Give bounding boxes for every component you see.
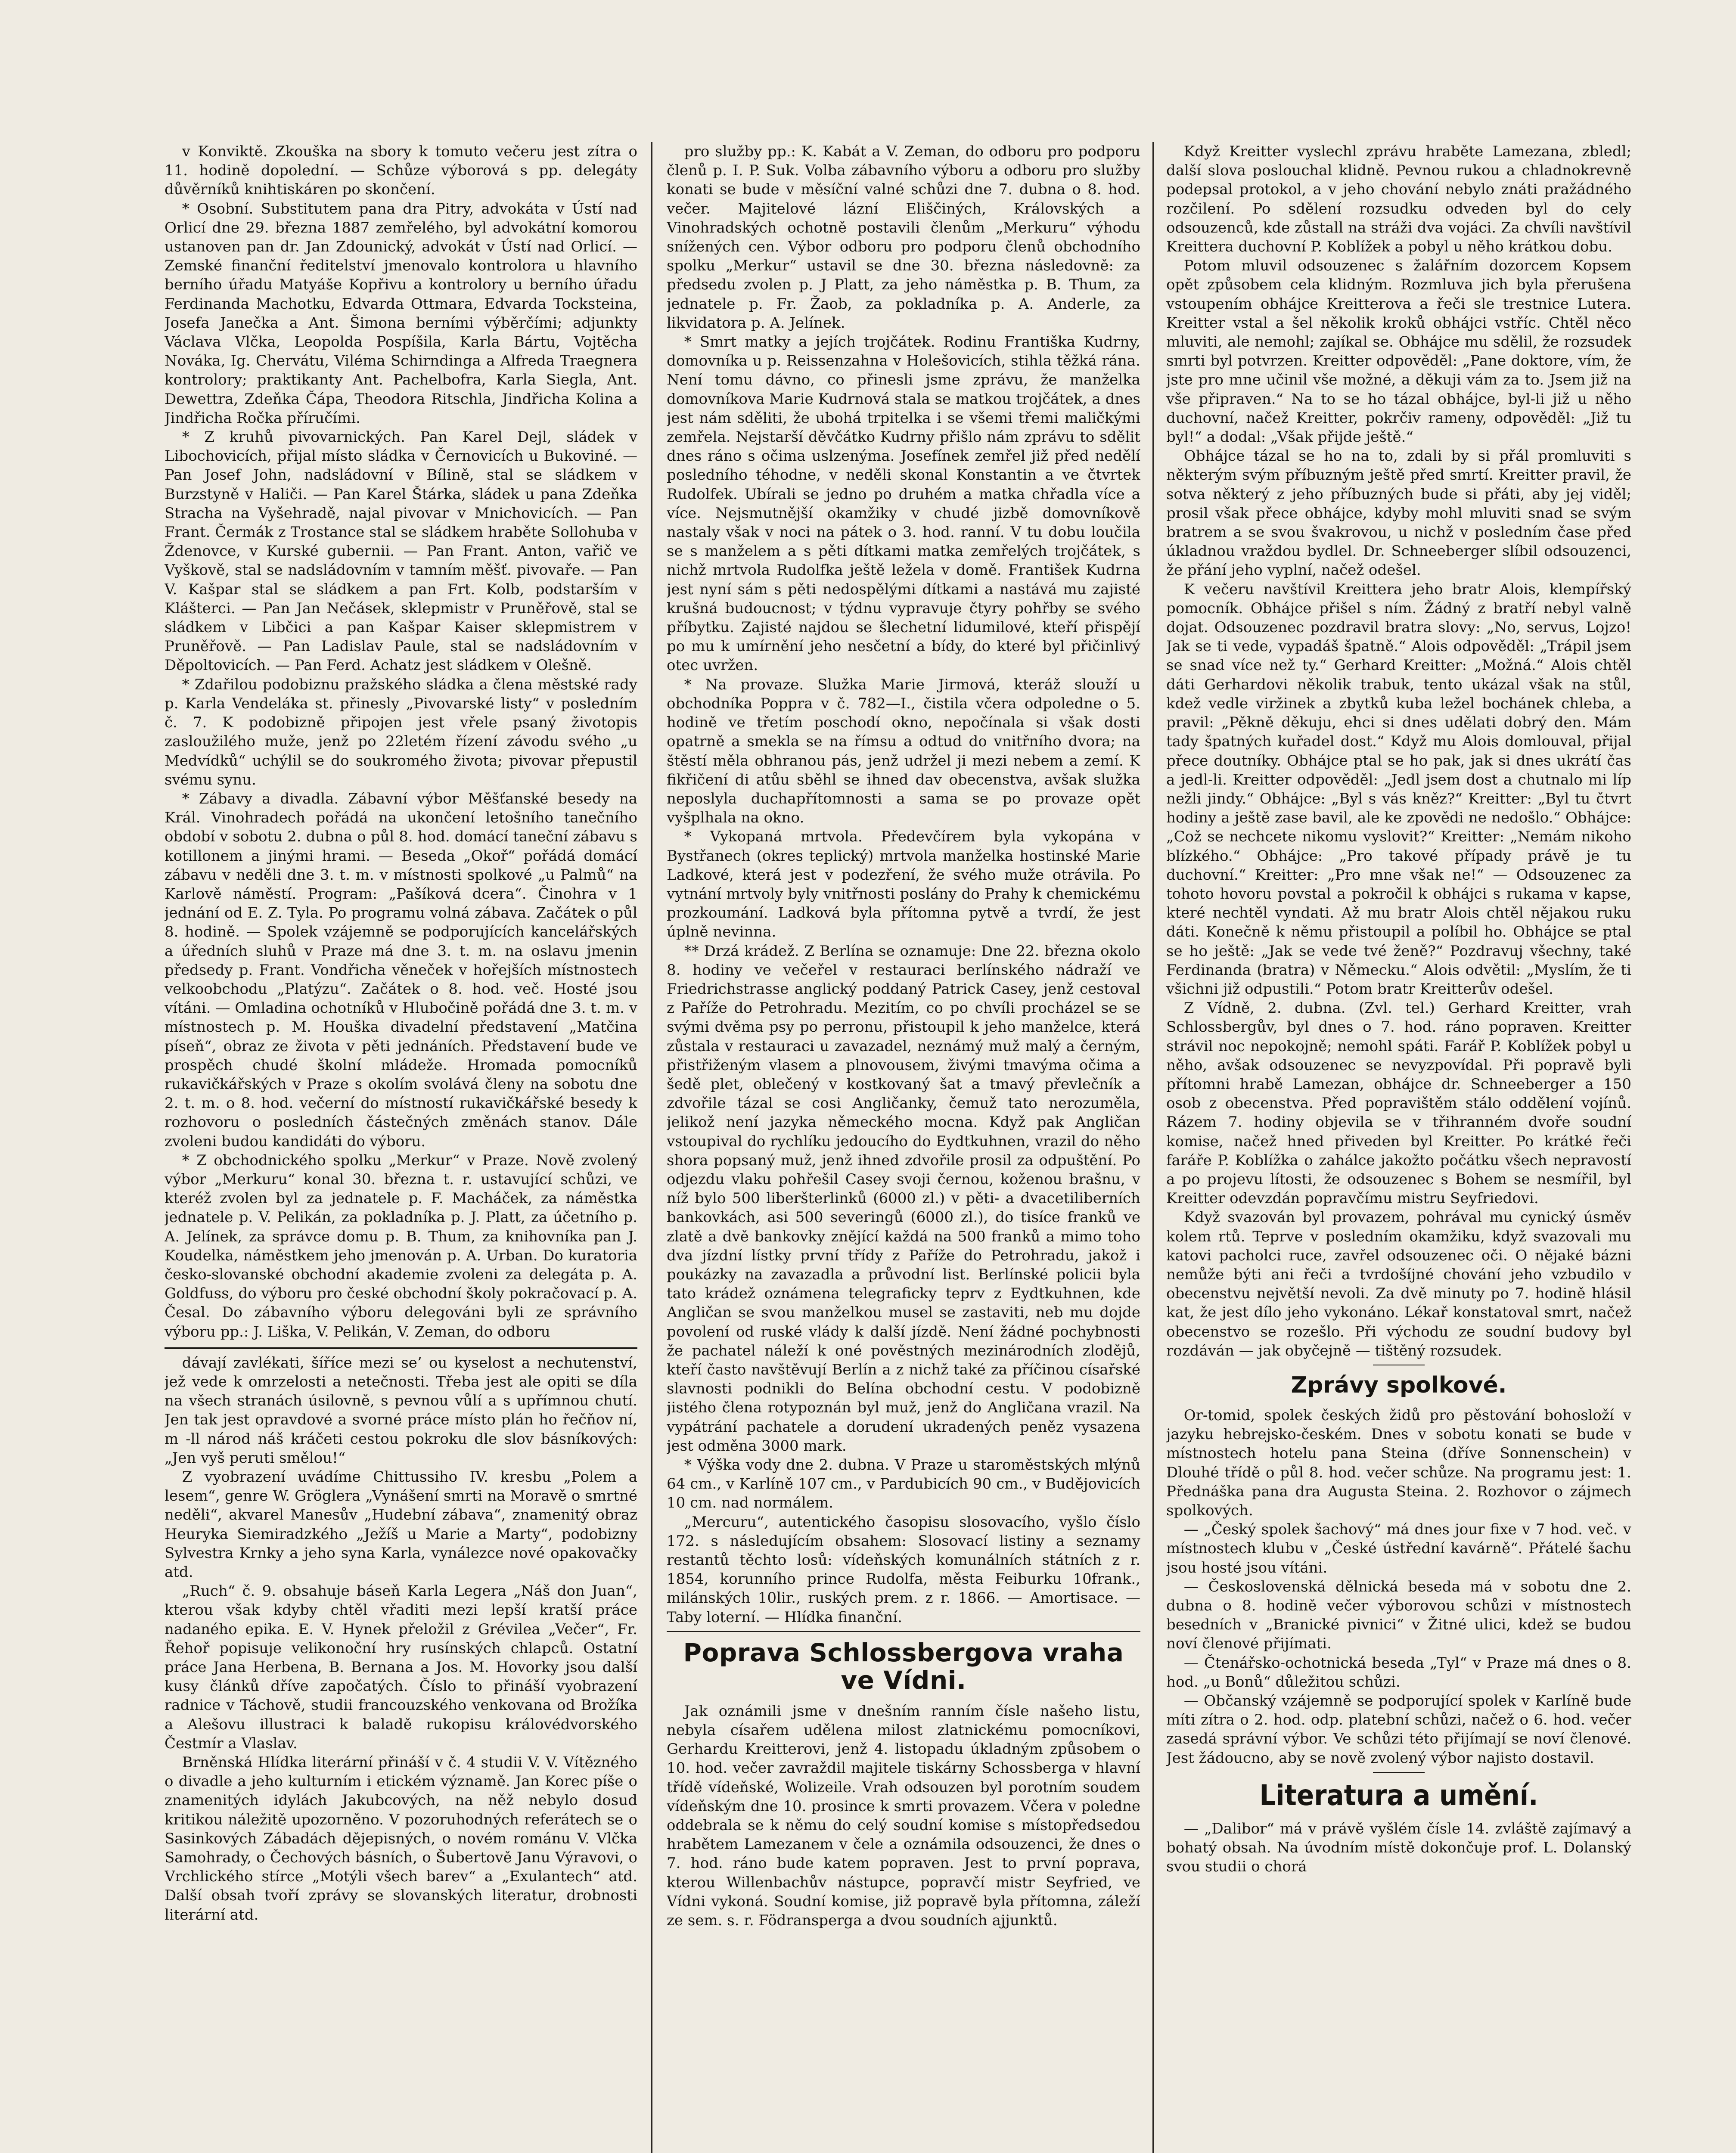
literary-paragraph: Brněnská Hlídka literární přináší v č. 4 studii V. V. Vítězného o divadle a jeho kulturním i etickém významě. Jan Korec píše o znamenitých idylách Jakubcových, na něž nebylo dosud kritikou náležitě upozorněno. V pozoruhodných referátech se o Sasinkových Zábadách dějepisných, o novém románu V. Vlčka Samohrady, o Čechových básních, o Šubertově Janu Výravovi, o Vrchlického stírce „Motýli všech barev“ a „Exulantech“ atd. Další obsah tvoří zprávy se slovanských literatur, drobnosti literární atd. bbox=[165, 1754, 637, 1923]
literary-paragraph: Z vyobrazení uvádíme Chittussiho IV. kresbu „Polem a lesem“, genre W. Gröglera „Vynášení smrti na Moravě o smrtné neděli“, akvarel Manesův „Hudební zábava“, znamenitý obraz Heuryka Siemiradzkého „Ježíš u Marie a Marty“, podobizny Sylvestra Krnky a jeho syna Karla, vynálezce nové opakovačky atd. bbox=[165, 1468, 637, 1581]
column-separator bbox=[651, 142, 652, 2153]
literature-heading: Literatura a umění. bbox=[1259, 1778, 1538, 1812]
news-paragraph: v Konviktě. Zkouška na sbory k tomuto večeru jest zítra o 11. hodině dopolední. — Schůze výborová s pp. delegáty důvěrníků knihtiskáren po skončení. bbox=[165, 143, 637, 199]
literature-block bbox=[1166, 1819, 1631, 1877]
club-news-paragraph: — Čtenářsko-ochotnická beseda „Tyl“ v Praze má dnes o 8. hod. „u Bonů“ důležitou schůzi. bbox=[1166, 1654, 1631, 1691]
column-1-top bbox=[165, 142, 637, 1341]
execution-paragraph: Obhájce tázal se ho na to, zdali by si přál promluviti s některým svým příbuzným ještě před smrtí. Kreitter pravil, že sotva některý z jeho příbuzných bude si přáti, aby jej viděl; prosil však přece obhájce, kdyby mohl mluviti snad se svým bratrem a se svou švakrovou, u nichž v posledním čase před úkladnou vraždou bydlel. Dr. Schneeberger slíbil odsouzenci, že přání jeho vyplní, načež odešel. bbox=[1166, 447, 1631, 579]
literary-paragraph: „Ruch“ č. 9. obsahuje báseň Karla Legera „Náš don Juan“, kterou však kdyby chtěl vřaditi mezi lepší kratší práce nadaného epika. E. V. Hynek přeložil z Grévilea „Večer“, Fr. Řehoř popisuje velikonoční hry rusínských chlapců. Ostatní práce Jana Herbena, B. Bernana a Jos. M. Hovorky jsou další kusy článků dříve započatých. Číslo to přináší vyobrazení radnice v Táchově, studii francouzského venkovana od Brožíka a Alešovu illustraci k baladě rukopisu královédvorského Čestmír a Vlaslav. bbox=[165, 1582, 637, 1752]
column-3 bbox=[1166, 142, 1631, 2153]
news-paragraph: pro služby pp.: K. Kabát a V. Zeman, do odboru pro podporu členů p. I. P. Suk. Volba zábavního výboru a odboru pro služby konati se bude v měsíční valné schůzi dne 7. dubna o 8. hod. večer. Majitelové lázní Eliščiných, Královských a Vinohradských ochotně postavili členům „Merkuru“ výhodu snížených cen. Výbor odboru pro podporu členů obchodního spolku „Merkur“ ustavil se dne 30. března následovně: za předsedu zvolen p. J Platt, za jeho náměstka p. B. Thum, za jednatele p. Fr. Žaob, za pokladníka p. A. Anderle, za likvidatora p. A. Jelínek. bbox=[667, 143, 1140, 332]
execution-paragraph: Z Vídně, 2. dubna. (Zvl. tel.) Gerhard Kreitter, vrah Schlossbergův, byl dnes o 7. hod. ráno popraven. Kreitter strávil noc nepokojně; nemohl spáti. Farář P. Koblížek pobyl u něho, avšak odsouzenec se nevyzpovídal. Při popravě byli přítomni hrabě Lamezan, obhájce dr. Schneeberger a 150 osob z obecenstva. Před popravištěm stálo oddělení vojínů. Rázem 7. hodiny objevila se v třihranném dvoře soudní komise, načež hned přiveden byl Kreitter. Po krátké řeči faráře P. Koblížka o zahálce jakožto počátku všech nepravostí a po projevu lítosti, že odsouzenec s Bohem se nesmířil, byl Kreitter odevzdán popravčímu mistru Seyfriedovi. bbox=[1166, 999, 1631, 1207]
news-paragraph: * Zábavy a divadla. Zábavní výbor Měšťanské besedy na Král. Vinohradech pořádá na ukončení letošního tanečního období v sobotu 2. dubna o půl 8. hod. domácí taneční zábavu s kotillonem a jinými hrami. — Beseda „Okoř“ pořádá domácí zábavu v neděli dne 3. t. m. v místnosti spolkové „u Palmů“ na Karlově náměstí. Program: „Pašíková dcera“. Činohra v 1 jednání od E. Z. Tyla. Po programu volná zábava. Začátek o půl 8. hodině. — Spolek vzájemně se podporujících kancelářských a úředních sluhů v Praze má dne 3. t. m. na oslavu jmenin předsedy p. Frant. Vondřicha věneček v hořejších místnostech velkoobchodu „Platýzu“. Začátek o 8. hod. več. Hosté jsou vítáni. — Omladina ochotníků v Hlubočině pořádá dne 3. t. m. v místnostech p. M. Houška divadelní představení „Matčina píseň“, obraz ze života v pěti jednáních. Představení bude ve prospěch chudé školní mládeže. Hromada pomocníků rukavičkářských v Praze s okolím svolává členy na sobotu dne 2. t. m. o 8. hod. večerní do místností rukavičkářské besedy k rozhovoru o posledních částečných změnách stanov. Dále zvoleni budou kandidáti do výboru. bbox=[165, 790, 637, 1150]
news-paragraph: * Vykopaná mrtvola. Předevčírem byla vykopána v Bystřanech (okres teplický) mrtvola manželka hostinské Marie Ladkové, která jest v podezření, že svého muže otrávila. Po vytnání mrtvoly byly vnitřnosti poslány do Prahy k chemickému prozkoumání. Ladková byla přítomna pytvě a tvrdí, že jest úplně nevinna. bbox=[667, 828, 1140, 941]
news-paragraph: * Na provaze. Služka Marie Jirmová, kteráž slouží u obchodníka Poppra v č. 782—I., čistila včera odpoledne o 5. hodině ve třetím poschodí okno, nepočínala si však dosti opatrně a smekla se na římsu a odtud do vnitřního dvora; na štěstí měla obhranou pás, jenž udržel ji mezi nebem a zemí. K fikřičení di atůu sběhl se ihned dav obecenstva, avšak služka neposlyla duchapřítomnosti a sama se po provaze opět vyšplhala na okno. bbox=[667, 676, 1140, 827]
news-paragraph: * Z kruhů pivovarnických. Pan Karel Dejl, sládek v Libochovicích, přijal místo sládka v Černovicích u Bukoviné. — Pan Josef John, nadsládovní v Bílině, stal se sládkem v Burzstyně v Haliči. — Pan Karel Štárka, sládek u pana Zdeňka Stracha na Vyšehradě, najal pivovar v Mnichovicích. — Pan Frant. Čermák z Trostance stal se sládkem hraběte Sollohuba v Ždenovce, v Kurské gubernii. — Pan Frant. Anton, vařič ve Vyškově, stal se nadsládovním v tamním měšť. pivovaře. — Pan V. Kašpar stal se sládkem a pan Frt. Kolb, podstarším v Klášterci. — Pan Jan Nečásek, sklepmistr v Pruněřově, stal se sládkem v Libčici a pan Kašpar Kaiser sklepmistrem v Pruněřově. — Pan Ladislav Paule, stal se nadsládovním v Děpoltovicích. — Pan Ferd. Achatz jest sládkem v Olešně. bbox=[165, 428, 637, 674]
column-2 bbox=[667, 142, 1140, 2153]
club-news-paragraph: — Občanský vzájemně se podporující spolek v Karlíně bude míti zítra o 2. hod. odp. platební schůzi, načež o 6. hod. večer zasedá správní výbor. Ve schůzi této přijímají se noví členové. Jest žádoucno, aby se nově zvolený výbor najisto dostavil. bbox=[1166, 1692, 1631, 1767]
news-paragraph: * Osobní. Substitutem pana dra Pitry, advokáta v Ústí nad Orlicí dne 29. března 1887 zemřelého, byl advokátní komorou ustanoven pan dr. Jan Zdounický, advokát v Ústí nad Orlicí. — Zemské finanční ředitelství jmenovalo kontrolora u hlavního berního úřadu Matyáše Kopřivu a kontrolory u berního úřadu Ferdinanda Machotku, Edvarda Ottmara, Edvarda Tocksteina, Josefa Janečka a Ant. Šimona berními výběrčími; adjunkty Václava Vlčka, Leopolda Pospíšila, Karla Bártu, Vojtěcha Nováka, Ig. Chervátu, Viléma Schirndinga a Alfreda Traegnera kontrolory; praktikanty Ant. Pachelbofra, Karla Siegla, Ant. Dewettra, Zdeňka Čápa, Theodora Ritschla, Jindřicha Kolina a Jindřicha Ročka příručími. bbox=[165, 200, 637, 427]
news-paragraph: * Výška vody dne 2. dubna. V Praze u staroměstských mlýnů 64 cm., v Karlíně 107 cm., v Pardubicích 90 cm., v Budějovicích 10 cm. nad normálem. bbox=[667, 1456, 1140, 1512]
column-1-bottom bbox=[165, 1353, 637, 1924]
club-news-paragraph: — Československá dělnická beseda má v sobotu dne 2. dubna o 8. hodině večer výborovou schůzi v místnostech besedních v „Branické pivnici“ v Žitné ulici, kdež se budou noví členové přijímati. bbox=[1166, 1578, 1631, 1653]
execution-paragraph: Když Kreitter vyslechl zprávu hraběte Lamezana, zbledl; další slova poslouchal klidně. Pevnou rukou a chladnokrevně podepsal protokol, a v jeho chování nebylo znáti pražádného rozčilení. Po sdělení rozsudku odveden byl do cely odsouzenců, kde zůstall na stráži dva vojáci. Za chvíli navštívil Kreittera duchovní P. Koblížek a pobyl u něho krátkou dobu. bbox=[1166, 143, 1631, 256]
column-2-top bbox=[667, 142, 1140, 1627]
column-divider-rule bbox=[165, 1347, 637, 1349]
news-paragraph: * Z obchodnického spolku „Merkur“ v Praze. Nově zvolený výbor „Merkuru“ konal 30. března t. r. ustavující schůzi, ve kteréž zvolen byl za jednatele p. F. Macháček, za náměstka jednatele p. V. Pelikán, za pokladníka p. J. Platt, za účetního p. A. Jelínek, za správce domu p. B. Thum, za knihovníka pan J. Koudelka, náměstkem jeho jmenován p. A. Urban. Do kuratoria česko-slovanské obchodní akademie zvoleni za delegáta p. A. Goldfuss, do výboru pro české obchodní školy pokračovací p. A. Česal. Do zábavního výboru delegováni byli ze správního výboru pp.: J. Liška, V. Pelikán, V. Zeman, do odboru bbox=[165, 1151, 637, 1340]
news-paragraph: * Zdařilou podobiznu pražského sládka a člena městské rady p. Karla Vendeláka st. přinesly „Pivovarské listy“ v posledním č. 7. K podobizně připojen jest vřele psaný životopis zasloužilého muže, jenž po 22letém řízení závodu svého „u Medvídků“ uchýlil se do soukromého života; pivovar přepustil svému synu. bbox=[165, 676, 637, 788]
column-2-bottom bbox=[667, 1702, 1140, 1930]
section-rule bbox=[667, 1631, 1140, 1632]
club-news-heading: Zprávy spolkové. bbox=[1291, 1372, 1507, 1398]
literary-paragraph: dávají zavlékati, šíříce mezi se’ ou kyselost a nechutenství, jež vede k omrzelosti a netečnosti. Třeba jest ale opiti se díla na všech stranách úsilovně, s pevnou vůlí a s upřímnou chutí. Jen tak jest opravdové a svorné práce místo plán ho řečňov ní, m -ll národ náš kráčeti cestou pokroku dle slov básníkových: „Jen vyš peruti smělou!“ bbox=[165, 1354, 637, 1467]
literature-paragraph: — „Dalibor“ má v právě vyšlém čísle 14. zvláště zajímavý a bohatý obsah. Na úvodním místě dokončuje prof. L. Dolanský svou studii o chorá bbox=[1166, 1820, 1631, 1876]
column-1 bbox=[165, 142, 637, 2153]
execution-paragraph: K večeru navštívil Kreittera jeho bratr Alois, klempířský pomocník. Obhájce přišel s ním. Žádný z bratří nebyl valně dojat. Odsouzenec pozdravil bratra slovy: „No, servus, Lojzo! Jak se ti vede, vypadáš špatně.“ Alois odpověděl: „Trápil jsem se snad více než ty.“ Gerhard Kreitter: „Možná.“ Alois chtěl dáti Gerhardovi několik trabuk, tento ukázal však na stůl, kdež vedle viržinek a zbytků kuba ležel bochánek chleba, a pravil: „Pěkně děkuju, ehci si dnes udělati dobrý den. Mám tady špatných kuřadel dost.“ Když mu Alois domlouval, přijal přece doutníky. Obhájce ptal se ho pak, jak si dnes ukrátí čas a jedl-li. Kreitter odpověděl: „Jedl jsem dost a chutnalo mi líp nežli jindy.“ Obhájce: „Byl s vás kněz?“ Kreitter: „Byl tu čtvrt hodiny a ještě zase bavil, ale ke zpovědi ne nedošlo.“ Obhájce: „Což se nechcete nikomu vyslovit?“ Kreitter: „Nemám nikoho blízkého.“ Obhájce: „Pro takové případy právě je tu duchovní.“ Kreitter: „Pro mne však ne!“ — Odsouzenec za tohoto hovoru povstal a pokročil k obhájci s rukama v kapse, které nechtěl vyndati. Až mu bratr Alois chtěl nějakou ruku dáti. Konečně k němu přistoupil a políbil ho. Obhájce se ptal se ho ještě: „Jak se vede tvé ženě?“ Pozdravuj všechny, také Ferdinanda (bratra) v Německu.“ Alois odvětil: „Myslím, že ti všichni již odpustili.“ Potom bratr Kreitterův odešel. bbox=[1166, 580, 1631, 998]
news-paragraph: „Mercuru“, autentického časopisu slosovacího, vyšlo číslo 172. s následujícím obsahem: Slosovací listiny a seznamy restantů těchto losů: vídeňských komunálních státních z r. 1854, korunního prince Rudolfa, města Feiburku 10frank., milánských 10lir., ruských prem. z r. 1866. — Amortisace. — Taby loterní. — Hlídka finanční. bbox=[667, 1513, 1140, 1626]
club-news-block bbox=[1166, 1406, 1631, 1768]
column-separator bbox=[1152, 142, 1154, 2153]
club-news-paragraph: Or-tomid, spolek českých židů pro pěstování bohosloží v jazyku hebrejsko-českém. Dnes v sobotu konati se bude v místnostech hotelu pana Steina (dříve Sonnenschein) v Dlouhé třídě o půl 8. hod. večer schůze. Na programu jest: 1. Přednáška pana dra Augusta Steina. 2. Rozhovor o zájmech spolkových. bbox=[1166, 1407, 1631, 1520]
execution-paragraph: Když svazován byl provazem, pohrával mu cynický úsměv kolem rtů. Teprve v posledním okamžiku, když svazovali mu katovi pacholci ruce, zavřel odsouzenec oči. O nějaké bázni nemůže býti ani řeči a tvrdošíjné chování jeho vzbudilo v obecenstvu největší nevoli. Za dvě minuty po 7. hodině hlásil kat, že jest dílo jeho vykonáno. Lékař konstatoval smrt, načež obecenstvo se rozešlo. Při východu ze soudní budovy byl rozdáván — jak obyčejně — tištěný rozsudek. bbox=[1166, 1209, 1631, 1359]
execution-heading: Poprava Schlossbergova vraha ve Vídni. bbox=[683, 1638, 1124, 1695]
execution-paragraph: Jak oznámili jsme v dnešním ranním čísle našeho listu, nebyla císařem udělena milost zlatnickému pomocníkovi, Gerhardu Kreitterovi, jenž 4. listopadu úkladným způsobem o 10. hod. večer zavraždil majitele tiskárny Schossberga v hlavní třídě vídeňské, Wolizeile. Vrah odsouzen byl porotním soudem vídeňským dne 10. prosince k smrti provazem. Včera v poledne oddebrala se k němu do celý soudní komise s místopředsedou hrabětem Lamezanem v čele a oznámila odsouzenci, že dnes o 7. hod. ráno bude katem popraven. Jest to první poprava, kterou Willenbachův nástupce, popravčí mistr Seyfried, ve Vídni vykoná. Soudní komise, již popravě byla přítomna, záleží ze sem. s. r. Födransperga a dvou soudních ajjunktů. bbox=[667, 1702, 1140, 1930]
column-3-top bbox=[1166, 142, 1631, 1360]
news-paragraph: * Smrt matky a jejích trojčátek. Rodinu Františka Kudrny, domovníka u p. Reissenzahna v Holešovicích, stihla těžká rána. Není tomu dávno, co přinesli jsme zprávu, že manželka domovníkova Marie Kudrnová stala se matkou trojčátek, a dnes jest nám sděliti, že ubohá trpitelka i se všemi třemi maličkými zemřela. Nejstarší děvčátko Kudrny přišlo nám zprávu to sdělit dnes ráno s očima uslzenýma. Josefínek zemřel již před nedělí posledního téhodne, v neděli skonal Konstantin a ve čtvrtek Rudolfek. Ubírali se jedno po druhém a matka chřadla více a více. Nejsmutnější okamžiky v chudé jizbě domovníkově nastaly však v noci na pátek o 3. hod. ranní. V tu dobu loučila se s manželem a s pěti dítkami matka zemřelých trojčátek, s nichž mrtvola Rudolfka ještě ležela v domě. František Kudrna jest nyní sám s pěti nedospělými dítkami a nastává mu zajisté krušná budoucnost; v týdnu vypravuje čtyry pohřby se svého příbytku. Zajisté najdou se šlechetní lidumilové, kteří přispějí po mu k umírnění jeho nesčetní a bídy, do které byl přičinlivý otec uvržen. bbox=[667, 333, 1140, 674]
club-news-paragraph: — „Český spolek šachový“ má dnes jour fixe v 7 hod. več. v místnostech klubu v „České ústřední kavárně“. Přátelé šachu jsou hosté jsou vítáni. bbox=[1166, 1521, 1631, 1576]
execution-paragraph: Potom mluvil odsouzenec s žalářním dozorcem Kopsem opět způsobem cela klidným. Rozmluva jich byla přerušena vstoupením obhájce Kreitterova a řeči sle trestnice Lutera. Kreitter vstal a šel několik kroků obhájci vstříc. Chtěl něco mluviti, ale nemohl; zajíkal se. Obhájce mu sdělil, že rozsudek smrti byl potvrzen. Kreitter odpověděl: „Pane doktore, vím, že jste pro mne učinil vše možné, a děkuji vám za to. Jsem již na vše připraven.“ Na to se ho tázal obhájce, byl-li již u něho duchovní, načež Kreitter, pokrčiv rameny, odpověděl: „Již tu byl!“ a dodal: „Však přijde ještě.“ bbox=[1166, 257, 1631, 446]
news-paragraph: ** Drzá krádež. Z Berlína se oznamuje: Dne 22. března okolo 8. hodiny ve večeřel v restauraci berlínského nádraží ve Friedrichstrasse anglický poddaný Patrick Casey, jenž cestoval z Paříže do Petrohradu. Mezitím, co po chvíli procházel se se svými dvěma psy po perronu, přistoupil k jeho manželce, která zůstala v restauraci u zavazadel, neznámý muž malý a černým, přistřiženým vlasem a plnovousem, živými tmavýma očima a šedě plet, oblečený v kostkovaný šat a tmavý převlečník a zdvořile tázal se cosi Angličanky, čemuž tato nerozuměla, jelikož není jazyka německého mocna. Když pak Angličan vstoupival do rychlíku jedoucího do Eydtkuhnen, vrazil do něho shora popsaný muž, jenž ihned zdvořile prosil za odpuštění. Po odjezdu vlaku pohřešil Casey svoji černou, koženou brašnu, v níž bylo 500 liberšterlinků (6000 zl.) v pěti- a dvacetiliberních bankovkách, asi 500 severingů (6000 zl.), do tisíce franků ve zlatě a dvě bankovky znějící každá na 500 franků a mimo toho dva jízdní lístky první třídy z Paříže do Petrohradu, jakož i poukázky na zavazadla a průvodní list. Berlínské policii byla tato krádež oznámena telegraficky teprv z Eydtkuhnen, kde Angličan se svou manželkou musel se zastaviti, neb mu dojde povolení od ruské vlády k další jízdě. Není žádné pochybnosti že pachatel náleží k oné pověstných mezinárodních zlodějů, kteří často navštěvují Berlín a z nichž také za příčinou císařské slavnosti podnikli do Belína obchodní cestu. V podobizně jistého člena rotypoznán byl muž, jenž do Angličana vrazil. Na vypátrání pachatele a dorudení ukradených peněz vysazena jest odměna 3000 mark. bbox=[667, 942, 1140, 1455]
section-rule bbox=[1373, 1772, 1425, 1773]
